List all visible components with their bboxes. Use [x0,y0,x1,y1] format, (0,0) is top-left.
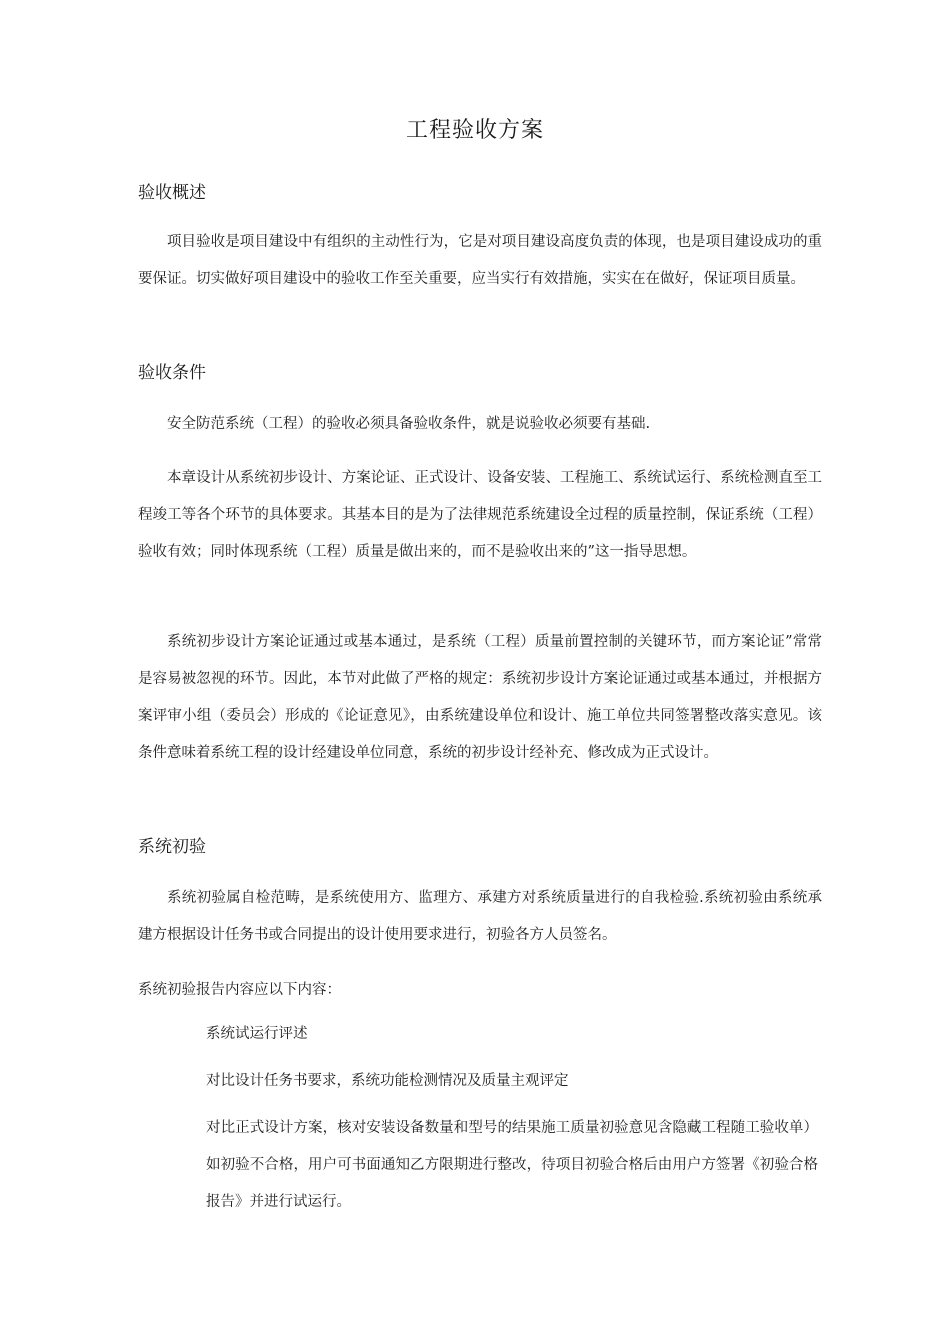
paragraph-initial-acceptance: 系统初验属自检范畴，是系统使用方、监理方、承建方对系统质量进行的自我检验.系统初验由系统承建方根据设计任务书或合同提出的设计使用要求进行，初验各方人员签名。 [138,890,822,943]
report-item: 系统试运行评述 [206,1026,308,1042]
section-heading-overview: 验收概述 [138,183,206,203]
section-heading-conditions: 验收条件 [138,363,206,383]
document-title: 工程验收方案 [405,118,544,143]
paragraph-conditions-3: 系统初步设计方案论证通过或基本通过，是系统（工程）质量前置控制的关键环节，而方案论证”常常是容易被忽视的环节。因此，本节对此做了严格的规定：系统初步设计方案论证通过或基本通过，并根据方案评审小组（委员会）形成的《论证意见》，由系统建设单位和设计、施工单位共同签署整改落实意见。该条件意味着系统工程的设计经建设单位同意，系统的初步设计经补充、修改成为正式设计。 [138,634,822,761]
section-heading-initial-acceptance: 系统初验 [138,837,206,857]
report-intro: 系统初验报告内容应以下内容： [138,982,341,998]
paragraph-conditions-1: 安全防范系统（工程）的验收必须具备验收条件，就是说验收必须要有基础. [167,416,651,432]
report-item: 对比设计任务书要求，系统功能检测情况及质量主观评定 [206,1073,569,1089]
report-item: 对比正式设计方案，核对安装设备数量和型号的结果施工质量初验意见含隐藏工程随工验收单）如初验不合格，用户可书面通知乙方限期进行整改，待项目初验合格后由用户方签署《初验合格报告》并进行试运行。 [206,1120,818,1210]
paragraph-conditions-2: 本章设计从系统初步设计、方案论证、正式设计、设备安装、工程施工、系统试运行、系统检测直至工程竣工等各个环节的具体要求。其基本目的是为了法律规范系统建设全过程的质量控制，保证系统（工程）验收有效；同时体现系统（工程）质量是做出来的，而不是验收出来的”这一指导思想。 [138,470,822,560]
paragraph-overview: 项目验收是项目建设中有组织的主动性行为，它是对项目建设高度负责的体现，也是项目建设成功的重要保证。切实做好项目建设中的验收工作至关重要，应当实行有效措施，实实在在做好，保证项目质量。 [138,234,822,287]
